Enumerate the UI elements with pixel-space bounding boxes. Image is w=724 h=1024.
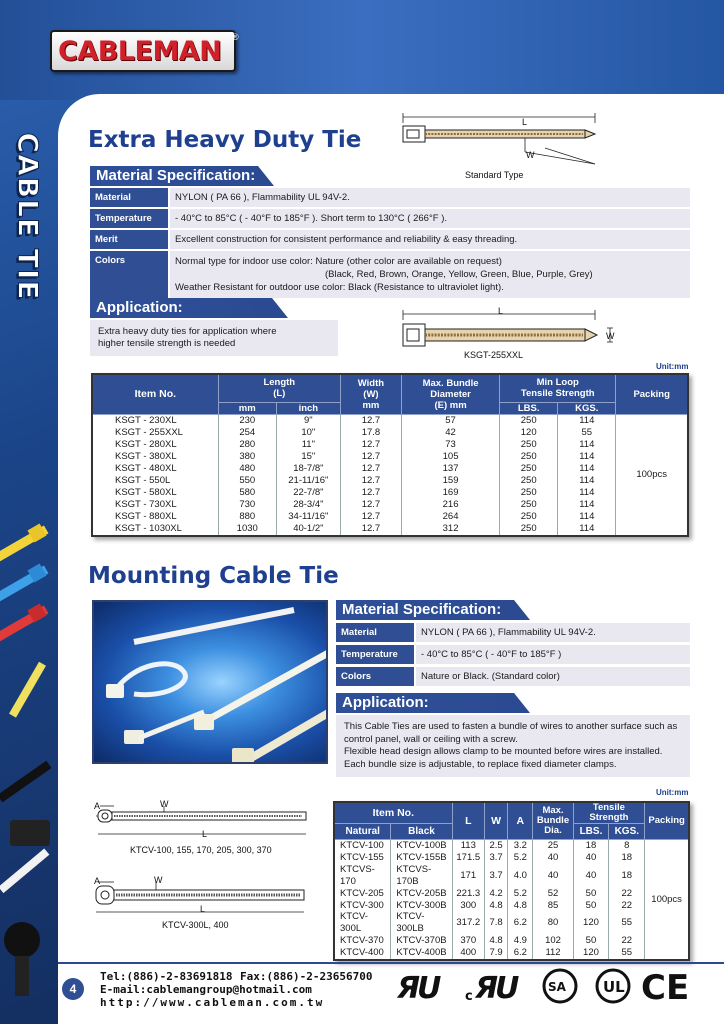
table-cell: 250 (500, 475, 558, 487)
section2-app-heading: Application: (336, 693, 514, 713)
table-cell: 114 (558, 414, 616, 427)
ur-mark-icon (396, 971, 441, 1006)
app-line: Flexible head design allows clamp to be mounted before wires are installed. (344, 746, 663, 757)
table-cell: 120 (573, 911, 609, 935)
table-row (92, 439, 688, 451)
table-cell: KSGT - 880XL (92, 511, 218, 523)
table-cell: 113 (452, 840, 484, 852)
table-cell: 52 (533, 888, 573, 900)
section2-table-body (334, 840, 689, 961)
table-cell: 80 (533, 911, 573, 935)
table-cell: 4.8 (508, 900, 533, 912)
table-cell: KTCV-370B (391, 935, 452, 947)
col-W: W (485, 802, 508, 840)
table-cell: 312 (401, 523, 499, 536)
footer-fax: Fax:(886)-2-23656700 (240, 970, 373, 983)
section1-spec-heading: Material Specification: (90, 166, 258, 186)
svg-text:U: U (495, 971, 520, 1006)
table-cell: KSGT - 280XL (92, 439, 218, 451)
table-cell: 120 (573, 947, 609, 960)
table-cell: 221.3 (452, 888, 484, 900)
svg-text:UL: UL (603, 978, 625, 996)
svg-text:U: U (417, 971, 442, 1006)
table-row (92, 451, 688, 463)
table-cell: 250 (500, 414, 558, 427)
section2-app-box (336, 715, 690, 777)
table-cell: 112 (533, 947, 573, 960)
col-loop (500, 374, 616, 402)
table-cell: KSGT - 230XL (92, 414, 218, 427)
table-cell: 3.7 (485, 864, 508, 888)
col-lbs: LBS. (500, 402, 558, 414)
table-cell: KSGT - 550L (92, 475, 218, 487)
footer-website[interactable]: http://www.cableman.com.tw (100, 996, 325, 1009)
logo-text: CABLEMAN (58, 36, 222, 67)
table-cell: 4.9 (508, 935, 533, 947)
cur-mark-icon (465, 971, 519, 1006)
standard-type-diagram (395, 108, 605, 173)
side-title-text: CABLE TIE (11, 132, 45, 301)
tie-yellow (0, 523, 48, 563)
footer-email: E-mail:cablemangroup@hotmail.com (100, 983, 312, 996)
section2-spec-heading: Material Specification: (336, 600, 514, 620)
spec-row (336, 623, 690, 642)
table-row (334, 864, 689, 888)
table-cell: 12.7 (340, 475, 401, 487)
table-row (92, 511, 688, 523)
col-width-unit: mm (362, 399, 380, 411)
table-cell: 380 (218, 451, 276, 463)
col-packing: Packing (645, 802, 689, 840)
ul-mark-icon (597, 970, 629, 1002)
table-cell: 120 (500, 427, 558, 439)
ksgt-dim-W: W (606, 331, 615, 341)
col-inch: inch (276, 402, 340, 414)
side-title (5, 128, 51, 314)
spec-key: Colors (336, 667, 414, 686)
table-cell: KTCV-300 (334, 900, 391, 912)
cableman-logo (50, 30, 236, 72)
table-cell: 250 (500, 511, 558, 523)
col-mm: mm (218, 402, 276, 414)
tie-red (0, 603, 48, 643)
ksgt-255xxl-diagram (395, 306, 625, 350)
ktcv-dim-W: W (160, 799, 169, 809)
spec-row (336, 667, 690, 686)
col-bundle-2: Diameter (430, 388, 471, 400)
spec-key: Merit (90, 230, 168, 249)
spec-key: Material (336, 623, 414, 642)
col-natural: Natural (334, 824, 391, 840)
standard-type-caption: Standard Type (465, 170, 524, 180)
spec-row (90, 209, 690, 228)
table-cell: 40 (533, 852, 573, 864)
ktcv300l-dim-L: L (200, 904, 206, 914)
spec-value: Nature or Black. (Standard color) (414, 667, 690, 686)
table-row (92, 499, 688, 511)
table-row (92, 427, 688, 439)
table-cell: KSGT - 1030XL (92, 523, 218, 536)
table-row (92, 523, 688, 536)
spec-row (90, 230, 690, 249)
ktcv-standard-caption: KTCV-100, 155, 170, 205, 300, 370 (130, 845, 272, 855)
page-number: 4 (62, 978, 84, 1000)
table-cell: 300 (452, 900, 484, 912)
col-bundle-1: Max. Bundle (422, 377, 479, 389)
col-width (340, 374, 401, 414)
table-cell: 550 (218, 475, 276, 487)
table-cell: 22 (609, 900, 645, 912)
section1-unit: Unit:mm (656, 362, 689, 371)
table-row (92, 414, 688, 427)
table-cell: 114 (558, 499, 616, 511)
section1-title: Extra Heavy Duty Tie (88, 127, 362, 153)
table-cell: 250 (500, 487, 558, 499)
table-cell: KSGT - 380XL (92, 451, 218, 463)
tie-blue (0, 563, 48, 603)
table-cell: 50 (573, 888, 609, 900)
mounting-tie-photo (92, 600, 328, 764)
table-cell: KTCV-205B (391, 888, 452, 900)
table-cell: 1030 (218, 523, 276, 536)
table-row (92, 475, 688, 487)
ksgt-dim-L: L (498, 306, 504, 316)
table-cell: KTCV-370 (334, 935, 391, 947)
table-cell: 22-7/8" (276, 487, 340, 499)
table-cell: 28-3/4" (276, 499, 340, 511)
col-bundle-3: Dia. (544, 825, 562, 836)
table-cell: 6.2 (508, 947, 533, 960)
table-row (334, 852, 689, 864)
col-packing: Packing (616, 374, 688, 414)
table-cell: 102 (533, 935, 573, 947)
col-bundle-2: Bundle (536, 815, 570, 826)
table-cell: KSGT - 480XL (92, 463, 218, 475)
app-line-1: Extra heavy duty ties for application where (98, 326, 277, 337)
table-cell: 40-1/2" (276, 523, 340, 536)
col-item: Item No. (92, 374, 218, 414)
table-cell: 250 (500, 523, 558, 536)
col-bundle-1: Max. (542, 805, 564, 816)
table-cell: 114 (558, 439, 616, 451)
tie-white (0, 848, 49, 893)
col-black: Black (391, 824, 452, 840)
table-cell: KTCV-400 (334, 947, 391, 960)
spec-row (336, 645, 690, 664)
section2-unit: Unit:mm (656, 788, 689, 797)
table-cell: 22 (609, 935, 645, 947)
spec-value: NYLON ( PA 66 ), Flammability UL 94V-2. (414, 623, 690, 642)
spec-row (90, 188, 690, 207)
table-cell: 230 (218, 414, 276, 427)
section1-table-body (92, 414, 688, 536)
svg-text:c: c (465, 989, 473, 1004)
table-cell: 21-11/16" (276, 475, 340, 487)
table-cell: 25 (533, 840, 573, 852)
svg-text:SA: SA (548, 980, 566, 994)
table-cell: 171.5 (452, 852, 484, 864)
table-cell: 114 (558, 523, 616, 536)
standard-dim-W: W (526, 150, 535, 160)
table-cell: 3.2 (508, 840, 533, 852)
table-cell: 50 (573, 900, 609, 912)
table-cell: 250 (500, 451, 558, 463)
col-A: A (508, 802, 533, 840)
table-cell: 7.9 (485, 947, 508, 960)
table-cell: 12.7 (340, 451, 401, 463)
table-cell: 105 (401, 451, 499, 463)
table-cell: 17.8 (340, 427, 401, 439)
table-cell: 254 (218, 427, 276, 439)
section1-app-heading: Application: (90, 298, 272, 318)
table-cell: 9" (276, 414, 340, 427)
standard-dim-L: L (522, 117, 528, 127)
table-cell: 4.8 (485, 935, 508, 947)
table-cell: 250 (500, 463, 558, 475)
colors-line-2: (Black, Red, Brown, Orange, Yellow, Green, Blue, Purple, Grey) (325, 269, 593, 280)
table-cell: 50 (573, 935, 609, 947)
table-cell: 171 (452, 864, 484, 888)
footer-divider (58, 962, 724, 964)
table-cell: 370 (452, 935, 484, 947)
col-kgs: KGS. (558, 402, 616, 414)
table-cell: 55 (609, 947, 645, 960)
section2-title: Mounting Cable Tie (88, 563, 339, 589)
table-cell: 73 (401, 439, 499, 451)
col-length-label: Length (263, 377, 296, 389)
csa-mark-icon (544, 970, 576, 1002)
table-cell: KTCV-155B (391, 852, 452, 864)
table-cell: KTCV-100B (391, 840, 452, 852)
col-width-sub: (W) (363, 388, 379, 400)
packing-cell: 100pcs (645, 840, 689, 961)
table-cell: 57 (401, 414, 499, 427)
registered-mark: ® (232, 32, 239, 42)
spec-value: - 40°C to 85°C ( - 40°F to 185°F ) (414, 645, 690, 664)
table-cell: 12.7 (340, 463, 401, 475)
push-mount (4, 922, 40, 996)
table-cell: KTCVS-170 (334, 864, 391, 888)
spec-value-colors (168, 251, 690, 298)
certification-logos (395, 966, 695, 1006)
table-cell: 55 (558, 427, 616, 439)
table-cell: KTCV-300L (334, 911, 391, 935)
table-row (334, 840, 689, 852)
col-item: Item No. (334, 802, 452, 824)
section2-spec-table (336, 620, 690, 689)
packing-cell: 100pcs (616, 414, 688, 536)
spec-key: Material (90, 188, 168, 207)
section1-app-box (90, 320, 338, 356)
table-cell: 5.2 (508, 888, 533, 900)
ktcv300l-dim-A: A (94, 876, 101, 886)
table-cell: 18 (609, 852, 645, 864)
table-cell: 12.7 (340, 487, 401, 499)
decorative-cable-ties (0, 520, 60, 1000)
col-bundle (401, 374, 499, 414)
table-row (92, 487, 688, 499)
ksgt-caption: KSGT-255XXL (464, 350, 524, 360)
table-row (334, 888, 689, 900)
table-cell: KTCV-300B (391, 900, 452, 912)
footer-tel: Tel:(886)-2-83691818 (100, 970, 233, 983)
table-cell: 40 (573, 864, 609, 888)
table-cell: 12.7 (340, 499, 401, 511)
table-cell: 18-7/8" (276, 463, 340, 475)
table-cell: 114 (558, 475, 616, 487)
table-cell: 18 (609, 864, 645, 888)
ce-mark-icon (641, 968, 689, 1006)
table-cell: 280 (218, 439, 276, 451)
table-cell: 317.2 (452, 911, 484, 935)
spec-value: - 40°C to 85°C ( - 40°F to 185°F ). Short term to 130°C ( 266°F ). (168, 209, 690, 228)
table-cell: 55 (609, 911, 645, 935)
table-cell: 12.7 (340, 523, 401, 536)
ktcv-dim-A: A (94, 801, 101, 811)
table-cell: 85 (533, 900, 573, 912)
table-cell: KTCV-100 (334, 840, 391, 852)
ktcv-dim-L: L (202, 829, 208, 839)
table-row (334, 900, 689, 912)
table-cell: 264 (401, 511, 499, 523)
table-cell: 8 (609, 840, 645, 852)
table-cell: 42 (401, 427, 499, 439)
table-cell: KSGT - 730XL (92, 499, 218, 511)
table-cell: 169 (401, 487, 499, 499)
table-cell: KSGT - 580XL (92, 487, 218, 499)
col-loop-1: Min Loop (536, 377, 579, 389)
ktcv300l-dim-W: W (154, 875, 163, 885)
col-bundle (533, 802, 573, 840)
col-length-sub: (L) (273, 388, 286, 400)
svg-text:Я: Я (397, 971, 421, 1006)
table-cell: 15" (276, 451, 340, 463)
col-loop-2: Tensile Strength (520, 388, 595, 400)
table-row (92, 463, 688, 475)
table-cell: 10" (276, 427, 340, 439)
col-bundle-3: (E) mm (434, 399, 467, 411)
table-cell: 11" (276, 439, 340, 451)
table-cell: 7.8 (485, 911, 508, 935)
col-width-label: Width (357, 377, 385, 389)
spec-key: Colors (90, 251, 168, 298)
table-cell: 4.0 (508, 864, 533, 888)
table-cell: 12.7 (340, 439, 401, 451)
table-cell: 40 (533, 864, 573, 888)
col-kgs: KGS. (609, 824, 645, 840)
spec-key: Temperature (336, 645, 414, 664)
section1-data-table (91, 373, 689, 537)
table-cell: 480 (218, 463, 276, 475)
table-row (334, 935, 689, 947)
spec-key: Temperature (90, 209, 168, 228)
table-cell: 40 (573, 852, 609, 864)
tie-black (0, 761, 52, 846)
col-length (218, 374, 340, 402)
table-cell: 2.5 (485, 840, 508, 852)
table-cell: 580 (218, 487, 276, 499)
app-line-2: higher tensile strength is needed (98, 338, 236, 349)
section1-spec-table (90, 186, 690, 300)
table-row (334, 947, 689, 960)
table-cell: KTCVS-170B (391, 864, 452, 888)
table-cell: KTCV-155 (334, 852, 391, 864)
app-line: Each bundle size is adjustable, to replace fixed diameter clamps. (344, 758, 617, 770)
spec-value: Excellent construction for consistent performance and reliability & easy threading. (168, 230, 690, 249)
table-cell: 159 (401, 475, 499, 487)
table-cell: 5.2 (508, 852, 533, 864)
table-cell: 730 (218, 499, 276, 511)
table-cell: 250 (500, 439, 558, 451)
table-cell: 4.2 (485, 888, 508, 900)
table-cell: 250 (500, 499, 558, 511)
table-cell: 216 (401, 499, 499, 511)
table-cell: 4.8 (485, 900, 508, 912)
table-cell: 3.7 (485, 852, 508, 864)
table-cell: 34-11/16" (276, 511, 340, 523)
table-cell: 114 (558, 487, 616, 499)
table-row (334, 911, 689, 935)
svg-text:CE: CE (641, 968, 690, 1006)
table-cell: 880 (218, 511, 276, 523)
table-cell: KSGT - 255XXL (92, 427, 218, 439)
table-cell: 18 (573, 840, 609, 852)
table-cell: KTCV-300LB (391, 911, 452, 935)
col-tensile: Tensile Strength (573, 802, 645, 824)
ktcv-300l-caption: KTCV-300L, 400 (162, 920, 229, 930)
spec-value: NYLON ( PA 66 ), Flammability UL 94V-2. (168, 188, 690, 207)
col-L: L (452, 802, 484, 840)
table-cell: 400 (452, 947, 484, 960)
svg-text:Я: Я (475, 971, 499, 1006)
colors-line-1: Normal type for indoor use color: Nature (other color are available on request) (175, 256, 502, 267)
table-cell: 114 (558, 451, 616, 463)
app-line: This Cable Ties are used to fasten a bundle of wires to another surface such as (344, 721, 678, 732)
table-cell: KTCV-400B (391, 947, 452, 960)
table-cell: 12.7 (340, 414, 401, 427)
spec-row (90, 251, 690, 298)
table-cell: 12.7 (340, 511, 401, 523)
table-cell: 137 (401, 463, 499, 475)
section2-data-table (333, 801, 690, 961)
table-cell: 114 (558, 463, 616, 475)
table-cell: KTCV-205 (334, 888, 391, 900)
table-cell: 6.2 (508, 911, 533, 935)
app-line: control panel, wall or ceiling with a screw. (344, 733, 518, 745)
table-cell: 22 (609, 888, 645, 900)
col-lbs: LBS. (573, 824, 609, 840)
table-cell: 114 (558, 511, 616, 523)
colors-line-3: Weather Resistant for outdoor use color: Black (Resistance to ultraviolet light). (175, 282, 504, 293)
tie-yellow-2 (9, 662, 46, 718)
mounting-tie-illustration (94, 602, 328, 764)
